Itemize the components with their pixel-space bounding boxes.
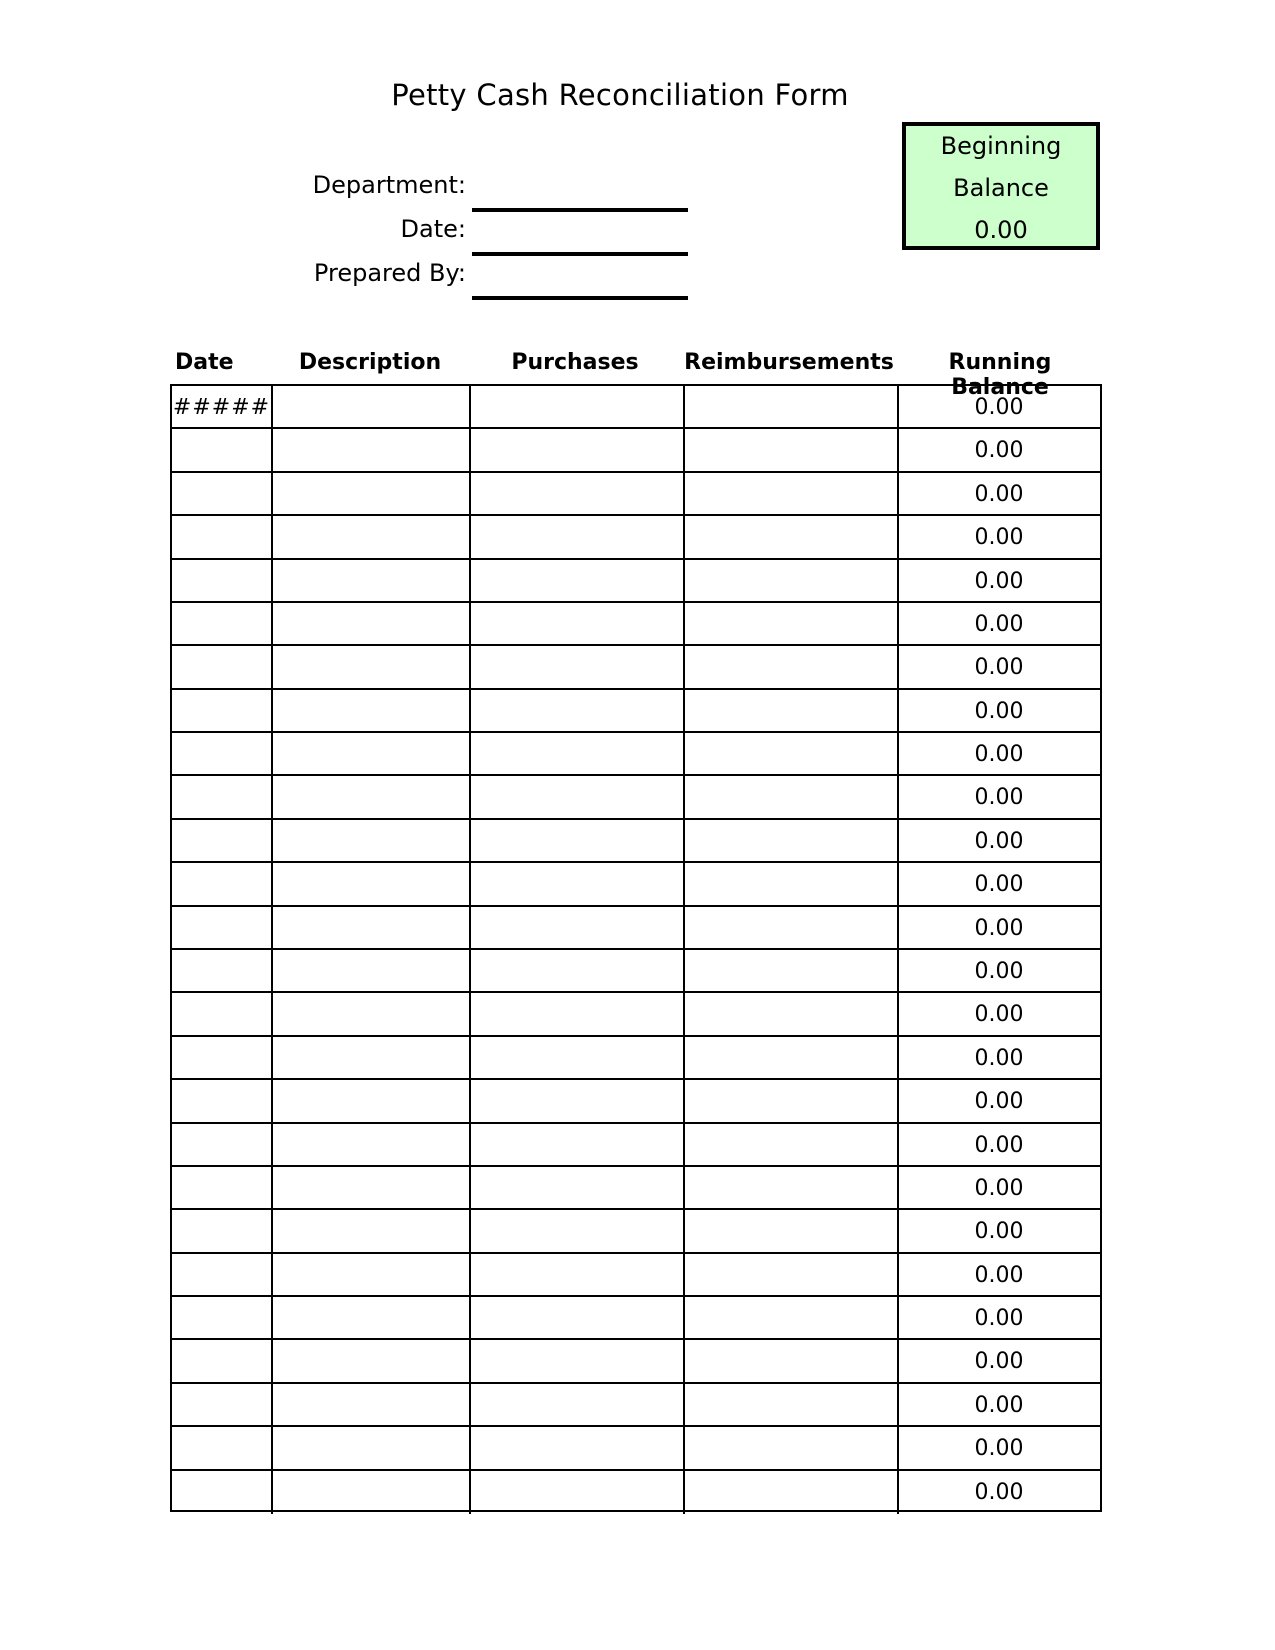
purchases-cell[interactable] — [471, 1167, 685, 1208]
table-row — [172, 1340, 1100, 1383]
running-balance-cell[interactable]: 0.00 — [974, 481, 1024, 507]
running-balance-cell[interactable]: 0.00 — [974, 395, 1024, 420]
table-row — [172, 863, 1100, 906]
description-cell[interactable] — [273, 1340, 471, 1381]
date-cell[interactable] — [172, 560, 273, 601]
column-header-running-balance: Running Balance — [948, 350, 1052, 400]
description-cell[interactable] — [273, 907, 471, 948]
table-row — [172, 386, 1100, 429]
beginning-balance-value[interactable]: 0.00 — [974, 216, 1028, 244]
running-balance-cell[interactable]: 0.00 — [974, 525, 1024, 551]
purchases-cell[interactable] — [471, 516, 685, 557]
description-cell[interactable] — [273, 646, 471, 687]
date-cell[interactable] — [172, 429, 273, 470]
purchases-cell[interactable] — [471, 950, 685, 991]
form-title: Petty Cash Reconciliation Form — [391, 78, 849, 112]
description-cell[interactable] — [273, 1384, 471, 1425]
running-balance-cell[interactable]: 0.00 — [974, 1175, 1024, 1201]
table-row — [172, 820, 1100, 863]
running-balance-cell[interactable]: 0.00 — [974, 828, 1024, 854]
table-row — [172, 1167, 1100, 1210]
table-row — [172, 690, 1100, 733]
ledger-table — [170, 384, 1102, 1512]
table-row — [172, 950, 1100, 993]
running-balance-cell[interactable]: 0.00 — [974, 785, 1024, 811]
column-header-reimbursements: Reimbursements — [684, 350, 894, 375]
description-cell[interactable] — [273, 1427, 471, 1468]
table-row — [172, 1384, 1100, 1427]
reimbursements-cell[interactable] — [685, 950, 899, 991]
description-cell[interactable] — [273, 603, 471, 644]
description-cell[interactable] — [273, 863, 471, 904]
reimbursements-cell[interactable] — [685, 646, 899, 687]
running-balance-cell[interactable]: 0.00 — [974, 1436, 1024, 1462]
table-row — [172, 733, 1100, 776]
description-cell[interactable] — [273, 1210, 471, 1251]
description-cell[interactable] — [273, 993, 471, 1034]
running-balance-cell[interactable]: 0.00 — [974, 1132, 1024, 1158]
running-balance-cell[interactable]: 0.00 — [974, 655, 1024, 681]
table-row — [172, 516, 1100, 559]
purchases-cell[interactable] — [471, 560, 685, 601]
beginning-balance-label-line2: Balance — [953, 174, 1049, 202]
department-field[interactable] — [472, 208, 688, 212]
reimbursements-cell[interactable] — [685, 1124, 899, 1165]
date-cell[interactable] — [172, 1080, 273, 1121]
purchases-cell[interactable] — [471, 473, 685, 514]
running-balance-cell[interactable]: 0.00 — [974, 1479, 1024, 1505]
reimbursements-cell[interactable] — [685, 516, 899, 557]
purchases-cell[interactable] — [471, 1471, 685, 1514]
running-balance-cell[interactable]: 0.00 — [974, 1392, 1024, 1418]
reimbursements-cell[interactable] — [685, 473, 899, 514]
reimbursements-cell[interactable] — [685, 907, 899, 948]
date-cell[interactable] — [172, 1254, 273, 1295]
reimbursements-cell[interactable] — [685, 776, 899, 817]
date-cell[interactable] — [172, 603, 273, 644]
date-field[interactable] — [472, 252, 688, 256]
purchases-cell[interactable] — [471, 603, 685, 644]
reimbursements-cell[interactable] — [685, 386, 899, 427]
table-row — [172, 646, 1100, 689]
running-balance-cell[interactable]: 0.00 — [974, 568, 1024, 594]
table-row — [172, 429, 1100, 472]
description-cell[interactable] — [273, 560, 471, 601]
running-balance-cell[interactable]: 0.00 — [974, 1306, 1024, 1332]
description-cell[interactable] — [273, 1471, 471, 1514]
date-label: Date: — [400, 215, 466, 243]
table-row — [172, 1037, 1100, 1080]
purchases-cell[interactable] — [471, 863, 685, 904]
date-cell[interactable] — [172, 776, 273, 817]
table-row — [172, 993, 1100, 1036]
purchases-cell[interactable] — [471, 1384, 685, 1425]
date-cell[interactable] — [172, 1037, 273, 1078]
table-row — [172, 1427, 1100, 1470]
running-balance-cell[interactable]: 0.00 — [974, 1045, 1024, 1071]
column-header-purchases: Purchases — [511, 350, 639, 375]
table-row — [172, 1124, 1100, 1167]
reimbursements-cell[interactable] — [685, 690, 899, 731]
running-balance-cell[interactable]: 0.00 — [974, 959, 1024, 984]
table-row — [172, 1080, 1100, 1123]
running-balance-cell[interactable]: 0.00 — [974, 1262, 1024, 1288]
prepared-by-label: Prepared By: — [313, 259, 466, 287]
running-balance-cell[interactable]: 0.00 — [974, 438, 1024, 464]
date-cell[interactable] — [172, 907, 273, 948]
purchases-cell[interactable] — [471, 429, 685, 470]
date-cell[interactable] — [172, 1210, 273, 1251]
purchases-cell[interactable] — [471, 1340, 685, 1381]
description-cell[interactable] — [273, 386, 471, 427]
date-cell[interactable] — [172, 1340, 273, 1381]
reimbursements-cell[interactable] — [685, 560, 899, 601]
date-cell[interactable] — [172, 690, 273, 731]
running-balance-cell[interactable]: 0.00 — [974, 872, 1024, 898]
description-cell[interactable] — [273, 1037, 471, 1078]
description-cell[interactable] — [273, 690, 471, 731]
purchases-cell[interactable] — [471, 1297, 685, 1338]
table-row — [172, 603, 1100, 646]
running-balance-cell[interactable]: 0.00 — [974, 1089, 1024, 1115]
table-row — [172, 1210, 1100, 1253]
running-balance-cell[interactable]: 0.00 — [974, 698, 1024, 724]
purchases-cell[interactable] — [471, 1080, 685, 1121]
reimbursements-cell[interactable] — [685, 820, 899, 861]
date-cell[interactable] — [172, 1297, 273, 1338]
purchases-cell[interactable] — [471, 776, 685, 817]
reimbursements-cell[interactable] — [685, 1427, 899, 1468]
date-cell[interactable] — [172, 733, 273, 774]
description-cell[interactable] — [273, 1080, 471, 1121]
running-balance-cell[interactable]: 0.00 — [974, 611, 1024, 637]
table-row — [172, 1297, 1100, 1340]
purchases-cell[interactable] — [471, 907, 685, 948]
date-cell[interactable] — [172, 820, 273, 861]
date-cell[interactable] — [172, 473, 273, 514]
date-cell[interactable] — [172, 1427, 273, 1468]
purchases-cell[interactable] — [471, 993, 685, 1034]
running-balance-cell[interactable]: 0.00 — [974, 1002, 1024, 1028]
date-cell[interactable] — [172, 1124, 273, 1165]
purchases-cell[interactable] — [471, 1210, 685, 1251]
reimbursements-cell[interactable] — [685, 603, 899, 644]
description-cell[interactable] — [273, 733, 471, 774]
description-cell[interactable] — [273, 473, 471, 514]
purchases-cell[interactable] — [471, 690, 685, 731]
beginning-balance-label-line1: Beginning — [940, 132, 1062, 160]
date-cell[interactable] — [172, 516, 273, 557]
date-cell[interactable] — [172, 1384, 273, 1425]
table-row — [172, 560, 1100, 603]
date-cell[interactable]: ##### — [172, 386, 273, 427]
beginning-balance-box — [902, 122, 1100, 250]
description-cell[interactable] — [273, 1124, 471, 1165]
reimbursements-cell[interactable] — [685, 993, 899, 1034]
reimbursements-cell[interactable] — [685, 1210, 899, 1251]
department-label: Department: — [312, 171, 466, 199]
description-cell[interactable] — [273, 950, 471, 991]
running-balance-cell[interactable]: 0.00 — [974, 1349, 1024, 1375]
prepared-by-field[interactable] — [472, 296, 688, 300]
description-cell[interactable] — [273, 1167, 471, 1208]
reimbursements-cell[interactable] — [685, 1340, 899, 1381]
table-row — [172, 1254, 1100, 1297]
description-cell[interactable] — [273, 820, 471, 861]
reimbursements-cell[interactable] — [685, 863, 899, 904]
table-row — [172, 1471, 1100, 1514]
description-cell[interactable] — [273, 1254, 471, 1295]
running-balance-cell[interactable]: 0.00 — [974, 915, 1024, 941]
purchases-cell[interactable] — [471, 386, 685, 427]
table-row — [172, 907, 1100, 950]
date-cell[interactable] — [172, 646, 273, 687]
reimbursements-cell[interactable] — [685, 733, 899, 774]
reimbursements-cell[interactable] — [685, 1254, 899, 1295]
description-cell[interactable] — [273, 1297, 471, 1338]
running-balance-cell[interactable]: 0.00 — [974, 1219, 1024, 1245]
description-cell[interactable] — [273, 776, 471, 817]
purchases-cell[interactable] — [471, 820, 685, 861]
reimbursements-cell[interactable] — [685, 1297, 899, 1338]
date-cell[interactable] — [172, 993, 273, 1034]
purchases-cell[interactable] — [471, 1037, 685, 1078]
purchases-cell[interactable] — [471, 733, 685, 774]
date-cell[interactable] — [172, 950, 273, 991]
column-header-description: Description — [298, 350, 442, 375]
description-cell[interactable] — [273, 429, 471, 470]
table-row — [172, 473, 1100, 516]
reimbursements-cell[interactable] — [685, 1471, 899, 1514]
date-cell[interactable] — [172, 1471, 273, 1514]
description-cell[interactable] — [273, 516, 471, 557]
purchases-cell[interactable] — [471, 1427, 685, 1468]
reimbursements-cell[interactable] — [685, 1037, 899, 1078]
column-header-date: Date — [175, 350, 234, 375]
date-cell[interactable] — [172, 1167, 273, 1208]
purchases-cell[interactable] — [471, 1254, 685, 1295]
purchases-cell[interactable] — [471, 1124, 685, 1165]
reimbursements-cell[interactable] — [685, 1167, 899, 1208]
reimbursements-cell[interactable] — [685, 429, 899, 470]
purchases-cell[interactable] — [471, 646, 685, 687]
date-cell[interactable] — [172, 863, 273, 904]
reimbursements-cell[interactable] — [685, 1384, 899, 1425]
reimbursements-cell[interactable] — [685, 1080, 899, 1121]
table-row — [172, 776, 1100, 819]
running-balance-cell[interactable]: 0.00 — [974, 742, 1024, 768]
